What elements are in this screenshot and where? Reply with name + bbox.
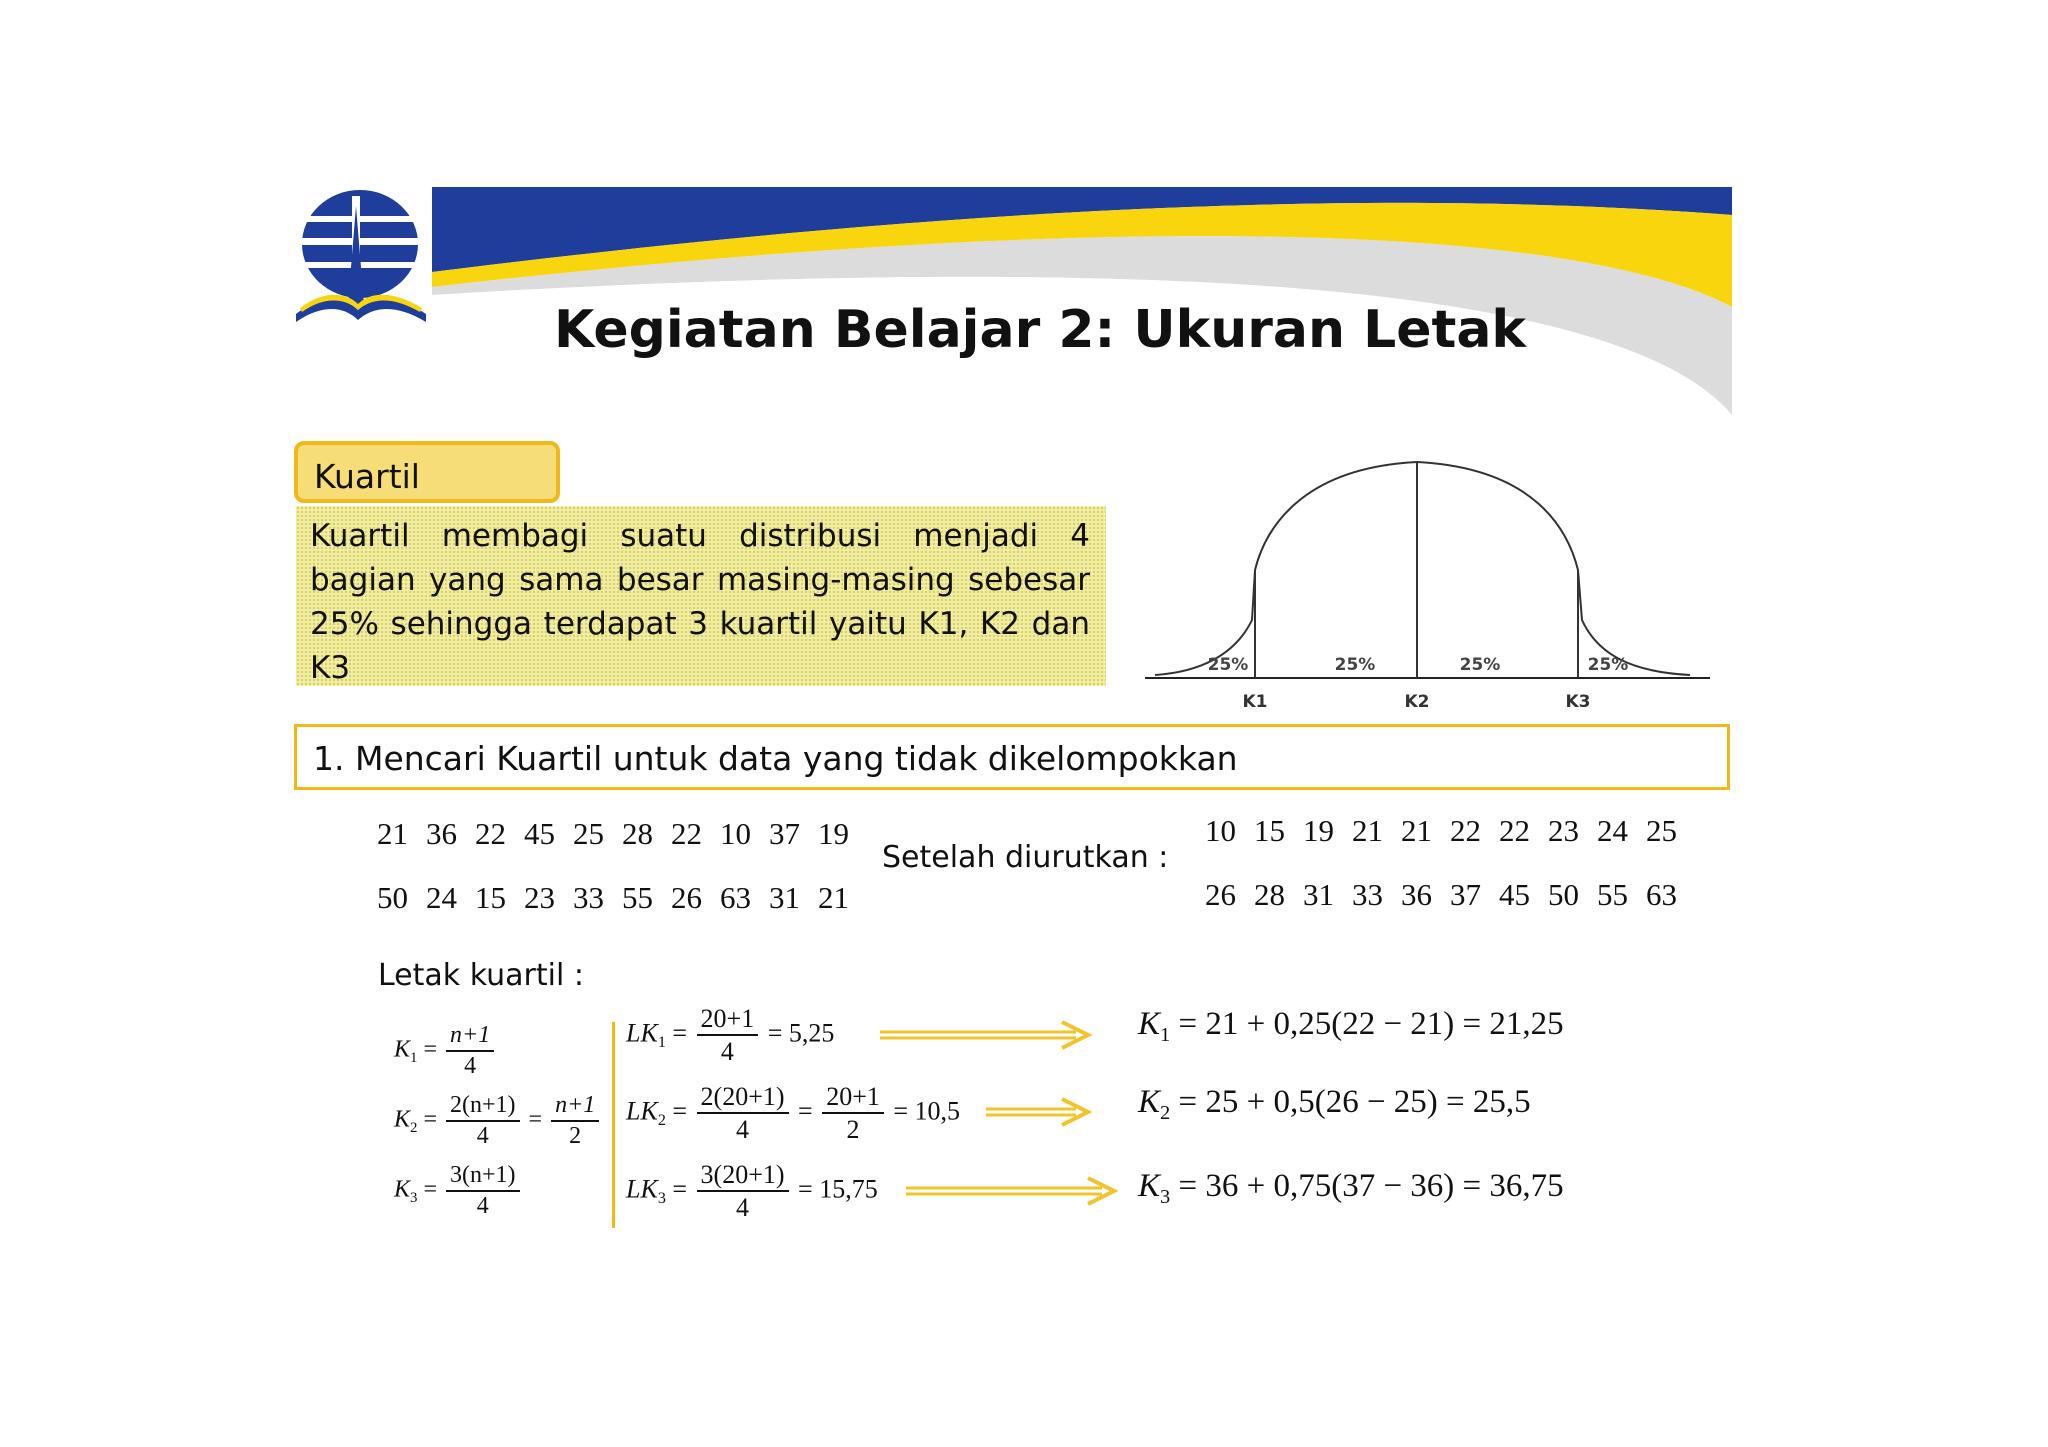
data-value: 37	[769, 816, 800, 851]
arrow-right-icon	[880, 1020, 1092, 1050]
percent-label-4: 25%	[1587, 655, 1629, 675]
data-value: 15	[475, 880, 506, 915]
data-value: 10	[720, 816, 751, 851]
k3-general-den: 4	[476, 1192, 489, 1219]
lk2-num2: 20+1	[822, 1082, 884, 1114]
curve-line	[1155, 462, 1690, 675]
letak-kuartil-label: Letak kuartil :	[378, 958, 584, 993]
data-value: 50	[377, 880, 408, 915]
result-k3: $K_3 = 36 + 0,75(37 - 36) = 36,75$	[1138, 1168, 1564, 1209]
result-k1-expr: = 21 + 0,25(22 − 21) = 21,25	[1178, 1006, 1564, 1042]
lk1-num: 20+1	[697, 1004, 759, 1036]
k1-general-num: n+1	[450, 1022, 491, 1048]
formula-lk3: $LK_3$ = $\frac{3(20+1)}{4}$ = 15,75	[626, 1160, 878, 1222]
result-k3-expr: = 36 + 0,75(37 − 36) = 36,75	[1178, 1168, 1564, 1204]
percent-label-2: 25%	[1334, 655, 1376, 675]
lk3-result: = 15,75	[798, 1174, 878, 1204]
sorted-data-row-1	[1196, 813, 1686, 849]
data-value: 21	[818, 880, 849, 915]
data-value: 63	[1646, 877, 1677, 912]
sorted-data-row-2	[1196, 877, 1686, 913]
data-value: 21	[377, 816, 408, 851]
formula-k2-general: $K_2$ = $\frac{2(n+1)}{4}$ = $\frac{n+1}{2}$	[394, 1092, 602, 1150]
data-value: 45	[524, 816, 555, 851]
data-value: 33	[1352, 877, 1383, 912]
data-value: 26	[671, 880, 702, 915]
data-value: 55	[1597, 877, 1628, 912]
data-value: 31	[1303, 877, 1334, 912]
k1-label: K1	[1242, 692, 1268, 712]
data-value: 24	[1597, 813, 1628, 848]
method-title-box	[294, 724, 1730, 790]
kuartil-description: Kuartil membagi suatu distribusi menjadi 4 bagian yang sama besar masing-masing sebesar 25% sehingga terdapat 3 kuartil yaitu K1, K2 dan K3	[310, 518, 1090, 686]
data-value: 33	[573, 880, 604, 915]
data-value: 22	[1450, 813, 1481, 848]
data-value: 37	[1450, 877, 1481, 912]
data-value: 22	[671, 816, 702, 851]
data-value: 24	[426, 880, 457, 915]
percent-label-3: 25%	[1459, 655, 1501, 675]
university-logo-icon	[292, 186, 432, 328]
k2-general-den: 4	[476, 1122, 489, 1149]
data-value: 23	[524, 880, 555, 915]
k2-general-den2: 2	[569, 1122, 582, 1149]
lk2-den2: 2	[846, 1114, 860, 1144]
data-value: 25	[1646, 813, 1677, 848]
formula-k1-general: $K_1$ = $\frac{n+1}{4}$	[394, 1022, 497, 1080]
raw-data-row-1	[368, 816, 858, 852]
formula-k3-general: $K_3$ = $\frac{3(n+1)}{4}$	[394, 1162, 523, 1220]
data-value: 19	[818, 816, 849, 851]
lk2-result: = 10,5	[893, 1096, 961, 1126]
lk1-den: 4	[720, 1036, 734, 1066]
k2-general-num2: n+1	[555, 1092, 596, 1118]
sorted-label: Setelah diurutkan :	[882, 840, 1169, 875]
k2-label: K2	[1404, 692, 1430, 712]
data-value: 25	[573, 816, 604, 851]
method-title: 1. Mencari Kuartil untuk data yang tidak dikelompokkan	[313, 739, 1238, 778]
data-value: 63	[720, 880, 751, 915]
data-value: 22	[1499, 813, 1530, 848]
percent-label-1: 25%	[1207, 655, 1249, 675]
quartile-curve-diagram	[1140, 420, 1720, 720]
k2-general-num: 2(n+1)	[446, 1092, 520, 1122]
result-k2: $K_2 = 25 + 0,5(26 - 25) = 25,5$	[1138, 1084, 1531, 1125]
lk2-num: 2(20+1)	[697, 1082, 789, 1114]
data-value: 10	[1205, 813, 1236, 848]
data-value: 21	[1401, 813, 1432, 848]
result-k1: $K_1 = 21 + 0,25(22 - 21) = 21,25$	[1138, 1006, 1564, 1047]
kuartil-label-box	[294, 441, 560, 503]
lk2-den: 4	[736, 1114, 750, 1144]
arrow-right-icon	[906, 1176, 1118, 1206]
data-value: 23	[1548, 813, 1579, 848]
arrow-right-icon	[986, 1097, 1092, 1127]
lk3-den: 4	[736, 1192, 750, 1222]
formula-lk2: $LK_2$ = $\frac{2(20+1)}{4}$ = $\frac{20+1}{2}$ = 10,5	[626, 1082, 961, 1144]
data-value: 55	[622, 880, 653, 915]
k1-general-den: 4	[464, 1052, 477, 1079]
raw-data-row-2	[368, 880, 858, 916]
data-value: 26	[1205, 877, 1236, 912]
result-k2-expr: = 25 + 0,5(26 − 25) = 25,5	[1178, 1084, 1531, 1120]
data-value: 50	[1548, 877, 1579, 912]
slide-title: Kegiatan Belajar 2: Ukuran Letak	[553, 300, 1527, 360]
k3-label: K3	[1565, 692, 1591, 712]
data-value: 36	[426, 816, 457, 851]
kuartil-description-box	[296, 506, 1106, 686]
data-value: 28	[622, 816, 653, 851]
formula-divider	[612, 1022, 615, 1228]
data-value: 28	[1254, 877, 1285, 912]
data-value: 45	[1499, 877, 1530, 912]
data-value: 36	[1401, 877, 1432, 912]
k3-general-num: 3(n+1)	[446, 1162, 520, 1192]
data-value: 19	[1303, 813, 1334, 848]
data-value: 22	[475, 816, 506, 851]
lk3-num: 3(20+1)	[697, 1160, 789, 1192]
data-value: 31	[769, 880, 800, 915]
lk1-result: = 5,25	[767, 1018, 835, 1048]
data-value: 21	[1352, 813, 1383, 848]
formula-lk1: $LK_1$ = $\frac{20+1}{4}$ = 5,25	[626, 1004, 835, 1066]
data-value: 15	[1254, 813, 1285, 848]
kuartil-label: Kuartil	[314, 457, 420, 496]
